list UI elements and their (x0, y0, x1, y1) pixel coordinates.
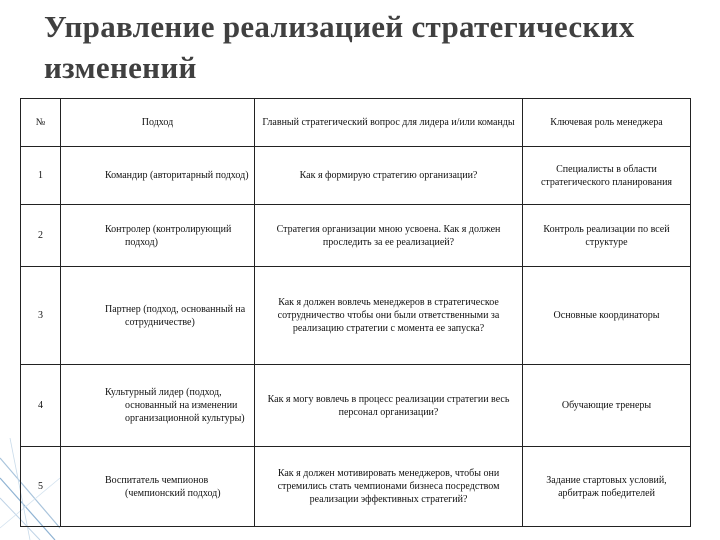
row-approach-text: Культурный лидер (подход, основанный на изменении организационной культуры) (105, 387, 245, 424)
row-question: Стратегия организации мною усвоена. Как я должен проследить за ее реализацией? (255, 205, 523, 267)
header-question (255, 99, 523, 147)
row-question: Как я формирую стратегию организации? (255, 147, 523, 205)
row-role: Специалисты в области стратегического планирования (523, 147, 691, 205)
row-approach-text: Воспитатель чемпионов (чемпионский подход) (105, 474, 221, 499)
header-approach: Подход (61, 99, 255, 147)
row-approach-text: Партнер (подход, основанный на сотрудничестве) (105, 303, 246, 328)
header-num: № (21, 99, 61, 147)
row-role: Контроль реализации по всей структуре (523, 205, 691, 267)
row-approach-text: Командир (авторитарный подход) (105, 170, 249, 181)
table-row (21, 365, 691, 447)
header-question-text: Главный стратегический вопрос для лидера и/или команды (262, 117, 515, 128)
row-num: 3 (21, 267, 61, 365)
header-role: Ключевая роль менеджера (523, 99, 691, 147)
row-approach (61, 267, 255, 365)
table-row (21, 147, 691, 205)
row-approach (61, 365, 255, 447)
table-row (21, 267, 691, 365)
row-num: 4 (21, 365, 61, 447)
row-question: Как я могу вовлечь в процесс реализации стратегии весь персонал организации? (255, 365, 523, 447)
row-role: Основные координаторы (523, 267, 691, 365)
strategy-table (20, 98, 691, 527)
row-num: 2 (21, 205, 61, 267)
table-row (21, 205, 691, 267)
row-approach-text: Контролер (контролирующий подход) (105, 223, 232, 248)
row-num: 5 (21, 447, 61, 527)
row-approach (61, 447, 255, 527)
row-role: Обучающие тренеры (523, 365, 691, 447)
row-role: Задание стартовых условий, арбитраж победителей (523, 447, 691, 527)
table-header-row (21, 99, 691, 147)
row-question: Как я должен мотивировать менеджеров, чтобы они стремились стать чемпионами бизнеса посредством реализации эффективных стратегий? (255, 447, 523, 527)
page-title: Управление реализацией стратегических изменений (44, 9, 635, 85)
row-question: Как я должен вовлечь менеджеров в стратегическое сотрудничество чтобы они были ответственными за реализацию стратегии с момента ее запуска? (255, 267, 523, 365)
row-approach (61, 147, 255, 205)
row-approach (61, 205, 255, 267)
table-row (21, 447, 691, 527)
row-num: 1 (21, 147, 61, 205)
